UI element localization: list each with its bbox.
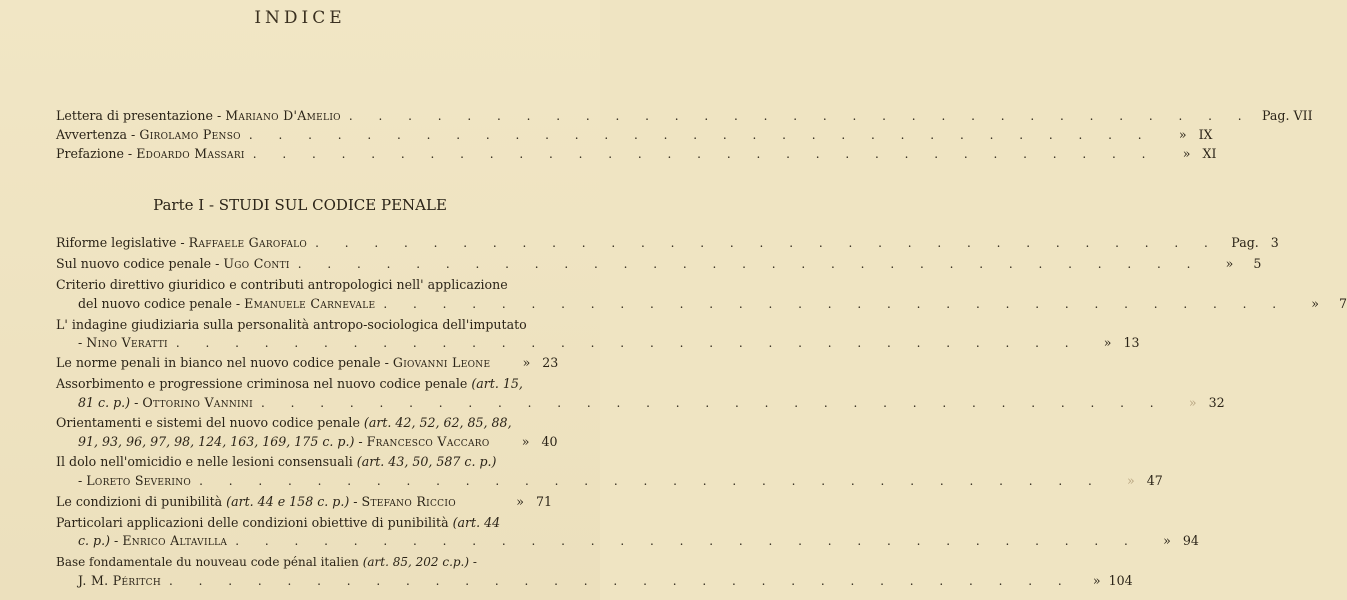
- entry-text: Le norme penali in bianco nel nuovo codice penale - Giovanni Leone: [56, 355, 491, 370]
- page-number: » 23: [522, 355, 559, 370]
- entry-text: Sul nuovo codice penale - Ugo Conti: [56, 256, 290, 271]
- toc-entry-lettera: [56, 107, 1313, 125]
- entry-text: - Loreto Severino: [78, 473, 192, 488]
- page-number: » XI: [1182, 146, 1217, 161]
- entry-text: Le condizioni di punibilità (art. 44 e 158 c. p.) - Stefano Riccio: [56, 494, 456, 509]
- entry-text: 81 c. p.) - Ottorino Vannini: [78, 395, 253, 410]
- toc-entry-line2: [78, 334, 1140, 352]
- toc-entry-line1: L' indagine giudiziaria sulla personalità antropo-sociologica dell'imputato: [56, 317, 527, 332]
- toc-entry-line2: [78, 433, 558, 451]
- leader-dots: . . . . . . . . . . . . . . . . . . . . . . . . . . . . . . .: [260, 396, 1165, 410]
- page-number: » 47: [1127, 473, 1163, 488]
- leader-dots: . . . . . . . . . . . . . . . . . . . . . . . . . . . . . . .: [175, 336, 1080, 350]
- toc-entry-prefazione: [56, 145, 1217, 163]
- toc-entry-line1: Criterio direttivo giuridico e contributi antropologici nell' applicazione: [56, 277, 508, 292]
- toc-entry-avvertenza: [56, 126, 1213, 144]
- entry-text: Lettera di presentazione - Mariano D'Amelio: [56, 108, 341, 123]
- leader-dots: . . . . . . . . . . . . . . . . . . . . . . . . . . . . . . .: [169, 574, 1073, 588]
- toc-entry: [56, 255, 1262, 273]
- page-number: » 13: [1103, 335, 1140, 350]
- leader-dots: . . . . . . . . . . . . . . . . . . . . . . . . . . . . . . .: [348, 109, 1253, 123]
- leader-dots: . . . . . . . . . . . . . . . . . . . . . . . . . . . . . . .: [297, 257, 1202, 271]
- page-number: » 104: [1092, 573, 1133, 588]
- index-title: INDICE: [254, 8, 346, 28]
- page-number: » IX: [1178, 127, 1213, 142]
- page-number: Pag. 3: [1231, 235, 1279, 250]
- page-number: » 94: [1163, 533, 1199, 548]
- toc-entry: [56, 234, 1279, 252]
- entry-text: del nuovo codice penale - Emanuele Carnevale: [78, 296, 376, 311]
- toc-entry-line1: Particolari applicazioni delle condizioni obiettive di punibilità (art. 44: [56, 515, 501, 530]
- leader-dots: . . . . . . . . . . . . . . . . . . . . . . . . . . . . . . .: [235, 534, 1139, 548]
- toc-entry-line1: Base fondamentale du nouveau code pénal italien (art. 85, 202 c.p.) -: [56, 555, 477, 569]
- toc-entry: [56, 354, 559, 372]
- entry-text: J. M. Péritch: [78, 573, 161, 588]
- leader-dots: . . . . . . . . . . . . . . . . . . . . . . . . . . . . . . .: [252, 147, 1157, 161]
- toc-entry: [56, 493, 552, 511]
- leader-dots: . . . . . . . . . . . . . . . . . . . . . . . . . . . . . . .: [315, 236, 1219, 250]
- toc-entry-line1: Orientamenti e sistemi del nuovo codice penale (art. 42, 52, 62, 85, 88,: [56, 415, 512, 430]
- toc-entry-line2: [78, 572, 1133, 590]
- page-number: » 71: [516, 494, 552, 509]
- page-number: » 40: [521, 434, 558, 449]
- toc-entry-line1: Assorbimento e progressione criminosa nel nuovo codice penale (art. 15,: [56, 376, 523, 391]
- entry-text: Avvertenza - Girolamo Penso: [56, 127, 241, 142]
- leader-dots: . . . . . . . . . . . . . . . . . . . . . . . . . . . . . . .: [199, 474, 1103, 488]
- page-number: » 32: [1188, 395, 1225, 410]
- entry-text: Prefazione - Edoardo Massari: [56, 146, 245, 161]
- entry-text: Riforme legislative - Raffaele Garofalo: [56, 235, 308, 250]
- toc-entry-line2: [78, 295, 1347, 313]
- toc-entry-line2: [78, 532, 1199, 550]
- leader-dots: . . . . . . . . . . . . . . . . . . . . . . . . . . . . . . .: [383, 297, 1288, 311]
- page-number: Pag. VII: [1262, 108, 1313, 123]
- part-title: Parte I - STUDI SUL CODICE PENALE: [153, 196, 447, 214]
- toc-entry-line1: Il dolo nell'omicidio e nelle lesioni consensuali (art. 43, 50, 587 c. p.): [56, 454, 497, 469]
- page-number: » 5: [1225, 256, 1262, 271]
- entry-text: c. p.) - Enrico Altavilla: [78, 533, 228, 548]
- leader-dots: . . . . . . . . . . . . . . . . . . . . . . . . . . . . . . .: [248, 128, 1153, 142]
- toc-entry-line2: [78, 472, 1163, 490]
- toc-entry-line2: [78, 394, 1225, 412]
- page-number: » 7: [1311, 296, 1347, 311]
- entry-text: - Nino Veratti: [78, 335, 168, 350]
- entry-text: 91, 93, 96, 97, 98, 124, 163, 169, 175 c. p.) - Francesco Vaccaro: [78, 434, 490, 449]
